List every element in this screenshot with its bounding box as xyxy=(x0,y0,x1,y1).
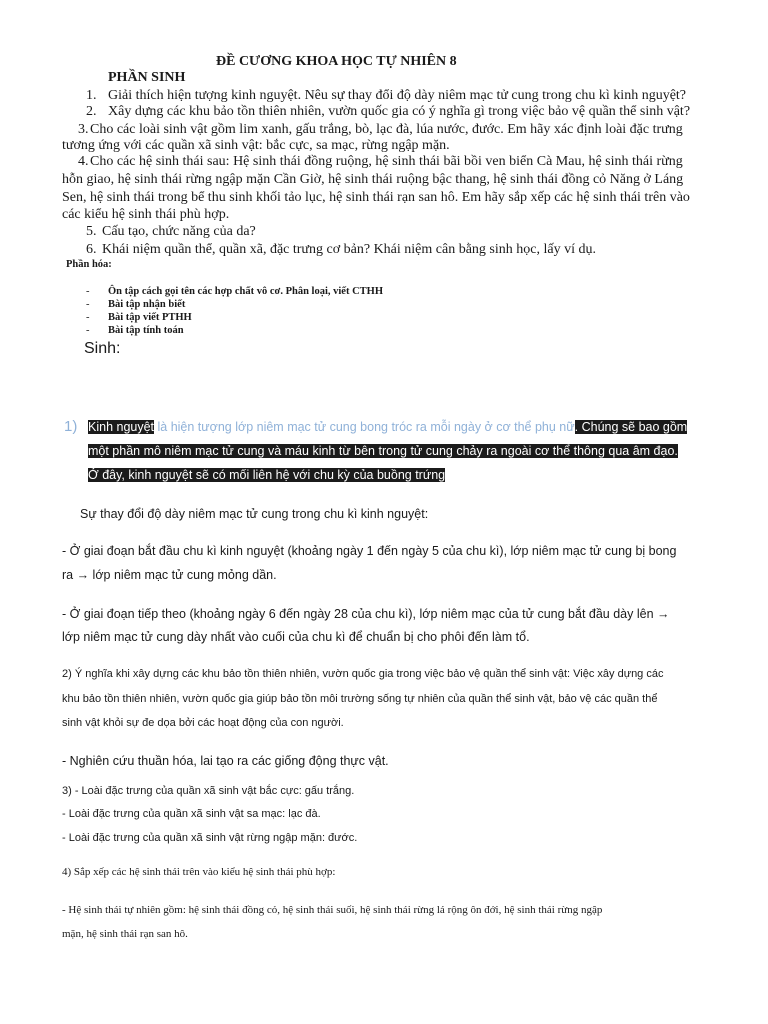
answers-heading: Sinh: xyxy=(84,340,121,357)
list-item: Ôn tập cách gọi tên các hợp chất vô cơ. Phân loại, viết CTHH xyxy=(108,286,383,297)
answer-3-line-3: - Loài đặc trưng của quần xã sinh vật rừng ngập mặn: đước. xyxy=(62,832,358,844)
question-4-number: 4. xyxy=(78,154,89,169)
highlight-text: một phần mô niêm mạc tử cung và máu kinh từ bên trong tử cung chảy ra ngoài cơ thể thông qua âm đạo. xyxy=(88,444,678,458)
answer-1-para-2-line-1: - Ở giai đoạn tiếp theo (khoảng ngày 6 đến ngày 28 của chu kì), lớp niêm mạc của tử cung bắt đầu dày lên → xyxy=(62,607,670,621)
question-5-number: 5. xyxy=(86,224,97,239)
highlight-text: . Chúng sẽ bao gồm xyxy=(574,420,688,434)
highlight-term: Kinh nguyệt xyxy=(88,420,155,434)
list-item: Bài tập viết PTHH xyxy=(108,312,192,323)
list-bullet: - xyxy=(86,312,90,323)
answer-1-subheading: Sự thay đổi độ dày niêm mạc tử cung trong chu kì kinh nguyệt: xyxy=(80,507,429,521)
question-6-number: 6. xyxy=(86,242,97,257)
answer-2-line-2: khu bảo tồn thiên nhiên, vườn quốc gia giúp bảo tồn môi trường sống tự nhiên của quần thể sinh vật, bảo vệ các quần thể xyxy=(62,693,658,705)
answer-1-para-1-line-2: ra → lớp niêm mạc tử cung mỏng dần. xyxy=(62,568,277,582)
page-title: ĐỀ CƯƠNG KHOA HỌC TỰ NHIÊN 8 xyxy=(216,54,457,69)
answer-1-line-1 xyxy=(88,420,687,435)
answer-2-line-1: 2) Ý nghĩa khi xây dựng các khu bảo tồn thiên nhiên, vườn quốc gia trong việc bảo vệ quần thể sinh vật: Việc xây dựng các xyxy=(62,668,664,680)
question-6-text: Khái niệm quần thể, quần xã, đặc trưng cơ bản? Khái niệm cân bằng sinh học, lấy ví dụ. xyxy=(102,242,596,257)
highlight-text: Ở đây, kinh nguyệt sẽ có mối liên hệ với chu kỳ của buồng trứng xyxy=(88,468,446,482)
answer-3-line-2: - Loài đặc trưng của quần xã sinh vật sa mạc: lạc đà. xyxy=(62,808,321,820)
chemistry-heading: Phần hóa: xyxy=(66,259,112,270)
question-3-text-line-2: tương ứng với các quần xã sinh vật: bắc cực, sa mạc, rừng ngập mặn. xyxy=(62,138,450,153)
question-3-text-line-1: Cho các loài sinh vật gồm lim xanh, gấu trắng, bò, lạc đà, lúa nước, đước. Em hãy xác định loài đặc trưng xyxy=(90,122,683,137)
answer-1-para-1-line-1: - Ở giai đoạn bắt đầu chu kì kinh nguyệt (khoảng ngày 1 đến ngày 5 của chu kì), lớp niêm mạc tử cung bị bong xyxy=(62,544,677,558)
question-1-text: Giải thích hiện tượng kinh nguyệt. Nêu sự thay đổi độ dày niêm mạc tử cung trong chu kì kinh nguyệt? xyxy=(108,88,687,103)
list-bullet: - xyxy=(86,299,90,310)
question-2-text: Xây dựng các khu bảo tồn thiên nhiên, vườn quốc gia có ý nghĩa gì trong việc bảo vệ quần thể sinh vật? xyxy=(108,104,691,119)
answer-4-line-2: mặn, hệ sinh thái rạn san hô. xyxy=(62,928,188,940)
question-3-number: 3. xyxy=(78,122,89,137)
answer-2-line-3: sinh vật khỏi sự đe dọa bởi các hoạt động của con người. xyxy=(62,717,344,729)
question-5-text: Cấu tạo, chức năng của da? xyxy=(102,224,256,239)
question-4-text-line-2: hỗn giao, hệ sinh thái rừng ngập mặn Cần Giờ, hệ sinh thái ruộng bậc thang, hệ sinh thái đồng cỏ Năng ở Láng xyxy=(62,172,684,187)
answer-1-number: 1) xyxy=(64,418,78,435)
answer-4-line-1: - Hệ sinh thái tự nhiên gồm: hệ sinh thái đồng cỏ, hệ sinh thái suối, hệ sinh thái rừng lá rộng ôn đới, hệ sinh thái rừng ngập xyxy=(62,904,603,916)
question-4-text-line-1: Cho các hệ sinh thái sau: Hệ sinh thái đồng ruộng, hệ sinh thái bãi bồi ven biển Cà Mau, hệ sinh thái rừng xyxy=(90,154,683,169)
question-1-number: 1. xyxy=(86,88,97,103)
question-4-text-line-4: các kiểu hệ sinh thái phù hợp. xyxy=(62,207,230,222)
answer-3-line-1: 3) - Loài đặc trưng của quần xã sinh vật bắc cực: gấu trắng. xyxy=(62,785,355,797)
question-4-text-line-3: Sen, hệ sinh thái trong bể thu sinh khối tảo lục, hệ sinh thái rạn san hô. Em hãy sắp xếp các hệ sinh thái trên vào xyxy=(62,190,690,205)
answer-1-line-3 xyxy=(88,468,445,483)
list-item: Bài tập nhận biết xyxy=(108,299,186,310)
question-2-number: 2. xyxy=(86,104,97,119)
answer-1-line-2 xyxy=(88,444,678,459)
section-heading: PHẦN SINH xyxy=(108,70,186,85)
answer-1-para-2-line-2: lớp niêm mạc tử cung dày nhất vào cuối của chu kì để chuẩn bị cho phôi đến làm tổ. xyxy=(62,630,530,644)
answer-1-definition: là hiện tượng lớp niêm mạc tử cung bong tróc ra mỗi ngày ở cơ thể phụ nữ xyxy=(154,420,575,434)
answer-4-heading: 4) Sắp xếp các hệ sinh thái trên vào kiểu hệ sinh thái phù hợp: xyxy=(62,866,336,878)
list-bullet: - xyxy=(86,325,90,336)
list-item: Bài tập tính toán xyxy=(108,325,184,336)
list-bullet: - xyxy=(86,286,90,297)
answer-2-extra: - Nghiên cứu thuần hóa, lai tạo ra các giống động thực vật. xyxy=(62,754,389,768)
